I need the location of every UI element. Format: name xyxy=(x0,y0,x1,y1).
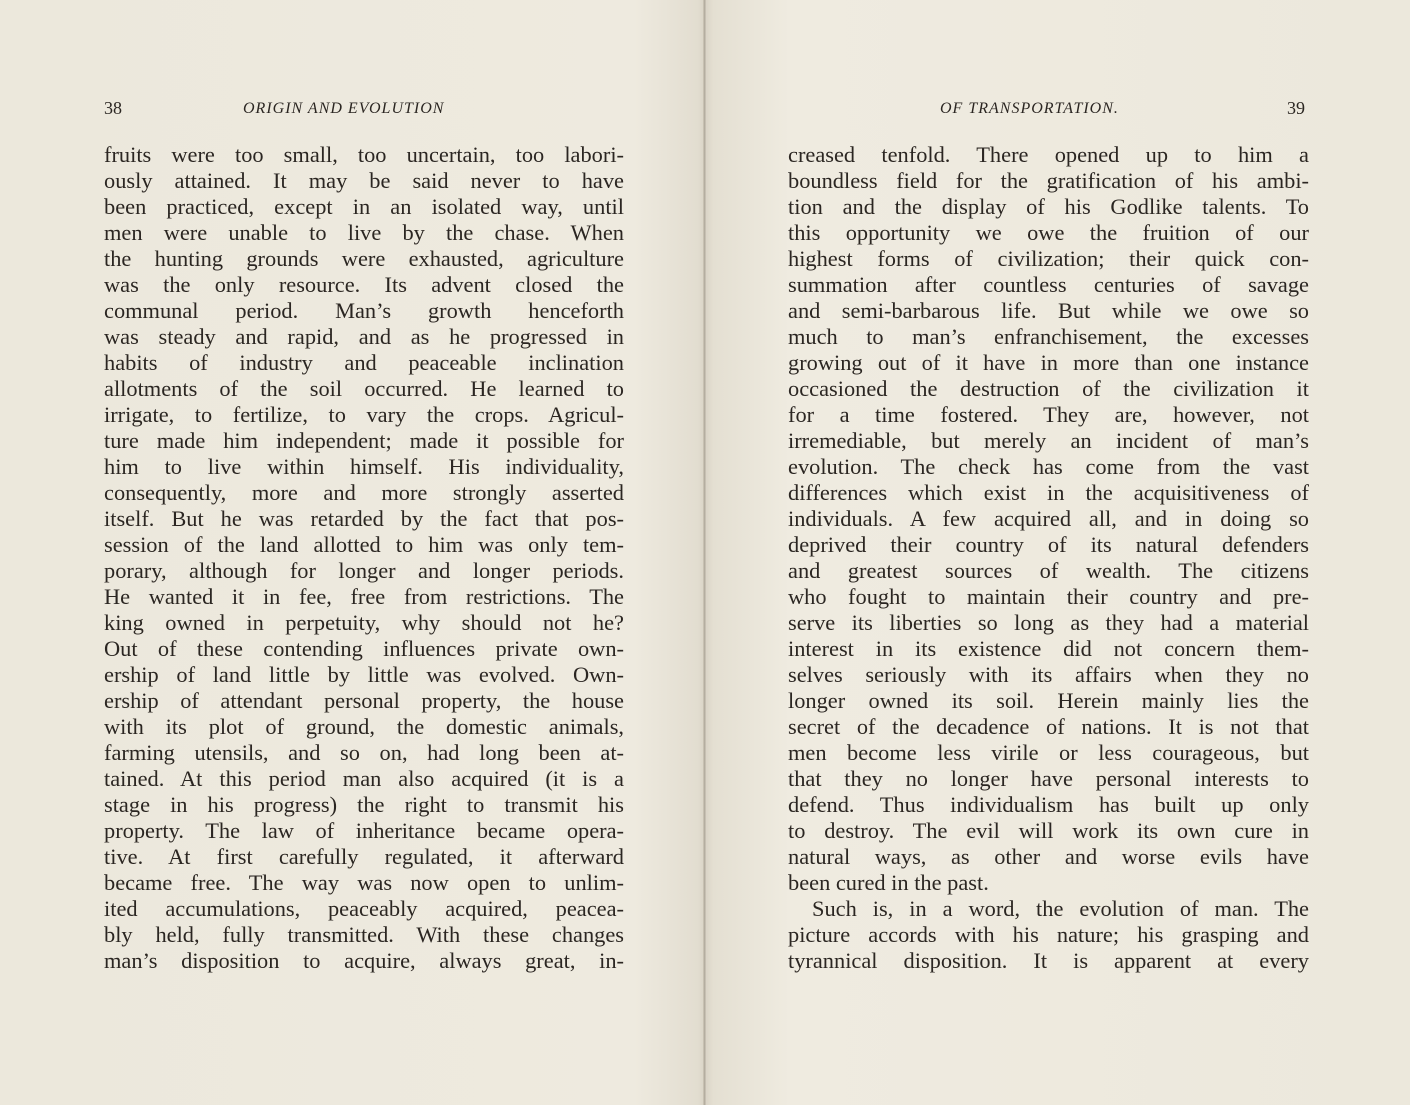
text-line: habits of industry and peaceable inclination xyxy=(104,350,624,375)
text-line: him to live within himself. His individuality, xyxy=(104,454,624,479)
text-line: stage in his progress) the right to transmit his xyxy=(104,792,624,817)
text-line: was the only resource. Its advent closed the xyxy=(104,272,624,297)
page-number: 38 xyxy=(104,98,122,118)
text-line: became free. The way was now open to unlim- xyxy=(104,870,624,895)
running-head-title: OF TRANSPORTATION. xyxy=(940,100,1119,117)
text-line: who fought to maintain their country and pre- xyxy=(788,584,1309,609)
text-line: selves seriously with its affairs when they no xyxy=(788,662,1309,687)
text-line: growing out of it have in more than one instance xyxy=(788,350,1309,375)
text-line: serve its liberties so long as they had a material xyxy=(788,610,1309,635)
text-line: interest in its existence did not concern them- xyxy=(788,636,1309,661)
text-line: itself. But he was retarded by the fact that pos- xyxy=(104,506,624,531)
text-line: occasioned the destruction of the civilization it xyxy=(788,376,1309,401)
text-line: fruits were too small, too uncertain, too labori- xyxy=(104,142,624,167)
text-line: king owned in perpetuity, why should not he? xyxy=(104,610,624,635)
text-line: deprived their country of its natural defenders xyxy=(788,532,1309,557)
text-line: and semi-barbarous life. But while we owe so xyxy=(788,298,1309,323)
text-line: ously attained. It may be said never to have xyxy=(104,168,624,193)
text-line: with its plot of ground, the domestic animals, xyxy=(104,714,624,739)
text-line: longer owned its soil. Herein mainly lies the xyxy=(788,688,1309,713)
body-text xyxy=(788,142,1309,974)
text-line: consequently, more and more strongly asserted xyxy=(104,480,624,505)
text-line: allotments of the soil occurred. He learned to xyxy=(104,376,624,401)
left-page xyxy=(0,0,704,1105)
text-line: much to man’s enfranchisement, the excesses xyxy=(788,324,1309,349)
text-line: secret of the decadence of nations. It is not that xyxy=(788,714,1309,739)
text-line: ership of land little by little was evolved. Own- xyxy=(104,662,624,687)
text-line: tained. At this period man also acquired (it is a xyxy=(104,766,624,791)
page-number: 39 xyxy=(1287,98,1305,118)
text-line: the hunting grounds were exhausted, agriculture xyxy=(104,246,624,271)
text-line: He wanted it in fee, free from restrictions. The xyxy=(104,584,624,609)
text-line: this opportunity we owe the fruition of our xyxy=(788,220,1309,245)
text-line: men become less virile or less courageous, but xyxy=(788,740,1309,765)
text-line: differences which exist in the acquisitiveness of xyxy=(788,480,1309,505)
text-line: defend. Thus individualism has built up only xyxy=(788,792,1309,817)
body-text xyxy=(104,142,624,974)
text-line: picture accords with his nature; his grasping and xyxy=(788,922,1309,947)
text-line: was steady and rapid, and as he progressed in xyxy=(104,324,624,349)
text-line: tion and the display of his Godlike talents. To xyxy=(788,194,1309,219)
text-line: summation after countless centuries of savage xyxy=(788,272,1309,297)
running-head-title: ORIGIN AND EVOLUTION xyxy=(243,100,445,117)
text-line: irremediable, but merely an incident of man’s xyxy=(788,428,1309,453)
right-page xyxy=(706,0,1410,1105)
text-line: porary, although for longer and longer periods. xyxy=(104,558,624,583)
text-line: Such is, in a word, the evolution of man. The xyxy=(812,896,1309,921)
text-line: men were unable to live by the chase. When xyxy=(104,220,624,245)
text-line: irrigate, to fertilize, to vary the crops. Agricul- xyxy=(104,402,624,427)
text-line: property. The law of inheritance became opera- xyxy=(104,818,624,843)
text-line: individuals. A few acquired all, and in doing so xyxy=(788,506,1309,531)
text-line: highest forms of civilization; their quick con- xyxy=(788,246,1309,271)
text-line: tyrannical disposition. It is apparent at every xyxy=(788,948,1309,973)
text-line: Out of these contending influences private own- xyxy=(104,636,624,661)
text-line: man’s disposition to acquire, always great, in- xyxy=(104,948,624,973)
text-line: that they no longer have personal interests to xyxy=(788,766,1309,791)
text-line: ture made him independent; made it possible for xyxy=(104,428,624,453)
text-line: for a time fostered. They are, however, not xyxy=(788,402,1309,427)
text-line: boundless field for the gratification of his ambi- xyxy=(788,168,1309,193)
text-line: communal period. Man’s growth henceforth xyxy=(104,298,624,323)
text-line: ership of attendant personal property, the house xyxy=(104,688,624,713)
text-line: been cured in the past. xyxy=(788,870,989,895)
text-line: been practiced, except in an isolated way, until xyxy=(104,194,624,219)
text-line: tive. At first carefully regulated, it afterward xyxy=(104,844,624,869)
text-line: ited accumulations, peaceably acquired, peacea- xyxy=(104,896,624,921)
text-line: bly held, fully transmitted. With these changes xyxy=(104,922,624,947)
text-line: and greatest sources of wealth. The citizens xyxy=(788,558,1309,583)
text-line: to destroy. The evil will work its own cure in xyxy=(788,818,1309,843)
text-line: evolution. The check has come from the vast xyxy=(788,454,1309,479)
text-line: session of the land allotted to him was only tem- xyxy=(104,532,624,557)
text-line: creased tenfold. There opened up to him a xyxy=(788,142,1309,167)
text-line: farming utensils, and so on, had long been at- xyxy=(104,740,624,765)
text-line: natural ways, as other and worse evils have xyxy=(788,844,1309,869)
